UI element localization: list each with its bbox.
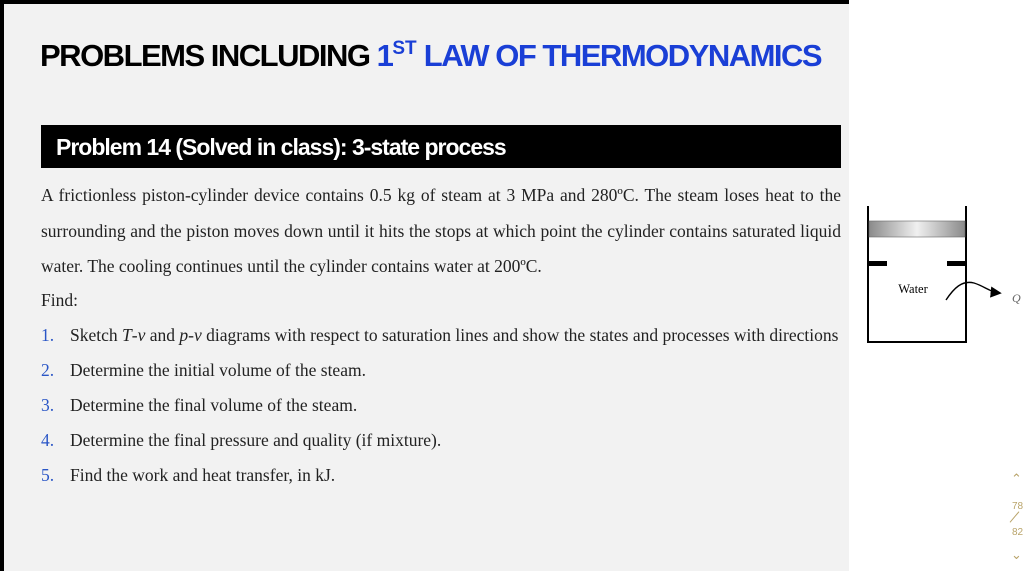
- stop-left: [869, 261, 887, 266]
- slide-navigator: [1008, 472, 1024, 564]
- title-blue-part: [377, 38, 821, 73]
- list-item-number: 5.: [41, 465, 55, 485]
- stop-right: [947, 261, 965, 266]
- problem-statement: A frictionless piston-cylinder device contains 0.5 kg of steam at 3 MPa and 280ºC. The steam loses heat to the surrounding and the piston moves down until it hits the stops at which point the cylinder contains saturated liquid water. The cooling continues until the cylinder contains water at 200ºC.: [41, 185, 841, 276]
- list-item: [41, 318, 841, 353]
- slide-title: [40, 38, 821, 74]
- current-page-number: 78: [1012, 501, 1024, 512]
- list-item: [41, 423, 841, 458]
- problem-banner: Problem 14 (Solved in class): 3-state process: [41, 125, 841, 168]
- list-item-text: Determine the final pressure and quality (if mixture).: [70, 430, 442, 450]
- total-page-count: 82: [1012, 527, 1024, 538]
- piston-cylinder-diagram: [862, 196, 1024, 352]
- list-item-number: 2.: [41, 360, 55, 380]
- list-item: [41, 388, 841, 423]
- title-blue-superscript: ST: [392, 38, 417, 59]
- heat-arrow: [946, 282, 999, 300]
- list-item-number: 4.: [41, 430, 55, 450]
- find-label: Find:: [41, 290, 78, 310]
- chevron-up-icon[interactable]: ⌃: [1011, 471, 1022, 486]
- list-item-text: Determine the final volume of the steam.: [70, 395, 358, 415]
- list-item-number: 3.: [41, 395, 55, 415]
- list-item-number: 1.: [41, 325, 55, 345]
- title-blue-rest: LAW OF THERMODYNAMICS: [423, 38, 822, 73]
- list-item: [41, 458, 841, 493]
- list-item-text: Find the work and heat transfer, in kJ.: [70, 465, 336, 485]
- chevron-down-icon[interactable]: ⌄: [1011, 547, 1022, 562]
- list-item-text: Sketch T-v and p-v diagrams with respect to saturation lines and show the states and processes with directions: [70, 325, 839, 345]
- title-black-part: PROBLEMS INCLUDING: [40, 38, 370, 73]
- water-label: Water: [898, 282, 928, 296]
- task-list: [41, 318, 841, 493]
- list-item: [41, 353, 841, 388]
- piston: [869, 221, 965, 237]
- list-item-text: Determine the initial volume of the steam.: [70, 360, 366, 380]
- page-divider: [1010, 511, 1020, 522]
- title-blue-number: 1: [376, 38, 393, 73]
- heat-label: Q: [1012, 291, 1021, 305]
